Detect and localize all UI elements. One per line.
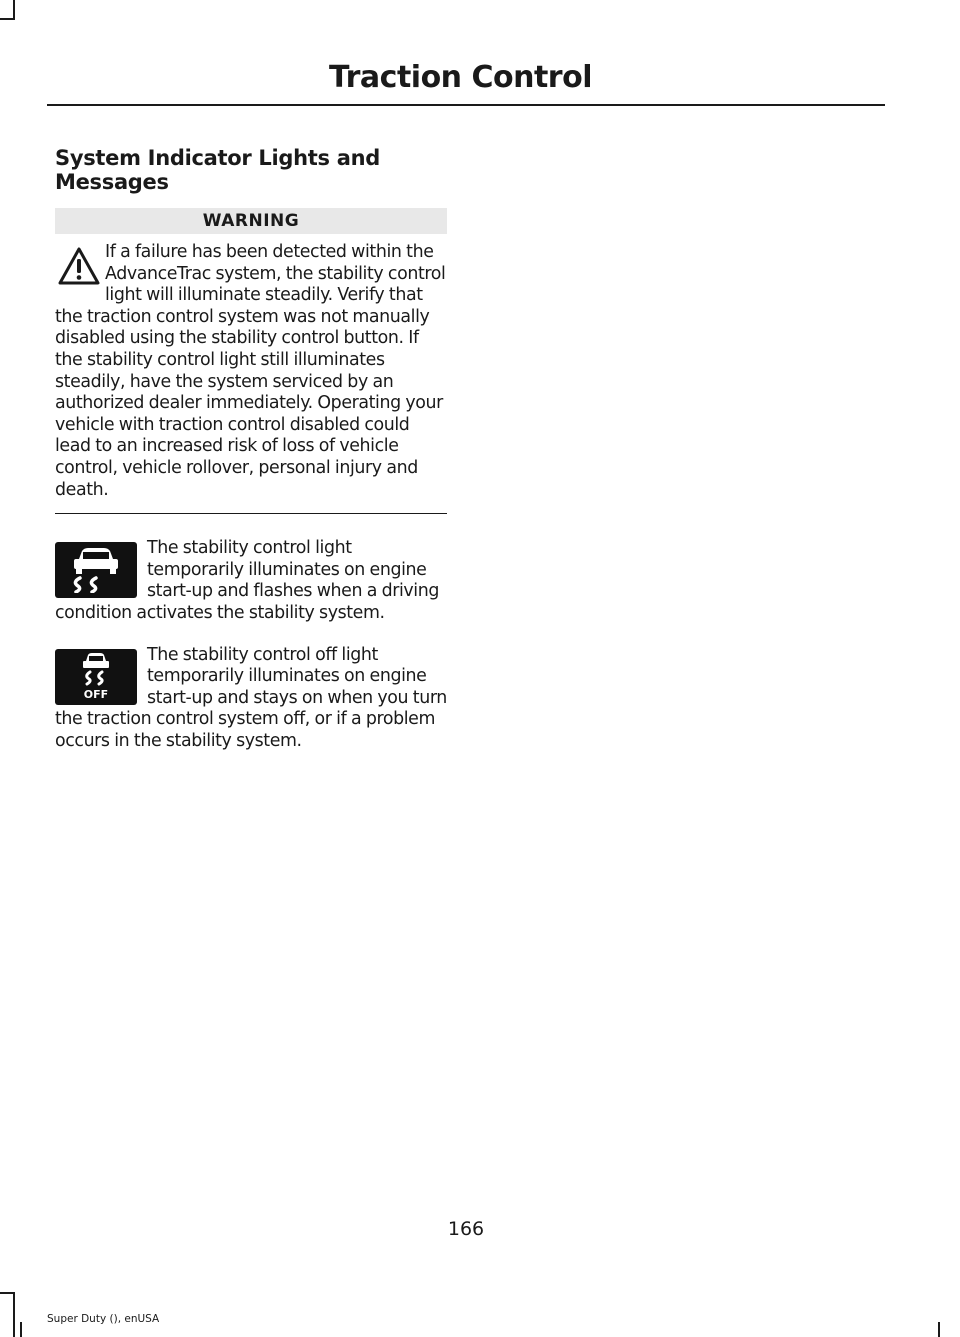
crop-mark-top-left	[13, 0, 15, 20]
main-content	[55, 146, 447, 752]
header-rule	[47, 104, 885, 106]
footer-text: Super Duty (), enUSA	[47, 1313, 160, 1325]
indicator-text: The stability control off light temporarily illuminates on engine start-up and stays on when you turn the traction control system off, or if a problem occurs in the stability system.	[55, 644, 447, 751]
crop-mark-bottom-left	[0, 1292, 15, 1294]
indicator-text: The stability control light temporarily illuminates on engine start-up and flashes when a driving condition activates the stability system.	[55, 538, 439, 623]
warning-triangle-icon	[57, 246, 101, 286]
crop-mark-top-left	[0, 18, 15, 20]
icon-off-text: OFF	[83, 687, 109, 701]
crop-mark-bottom-center	[20, 1322, 22, 1337]
indicator-stability-control	[55, 538, 447, 624]
warning-label: WARNING	[55, 208, 447, 234]
stability-control-light-icon	[55, 542, 137, 598]
page-title: Traction Control	[328, 60, 592, 95]
warning-block	[55, 242, 447, 514]
section-heading: System Indicator Lights and Messages	[55, 146, 380, 194]
page-number: 166	[447, 1218, 485, 1240]
crop-mark-bottom-left	[13, 1292, 15, 1337]
crop-mark-bottom-right	[938, 1322, 940, 1337]
indicator-stability-control-off	[55, 645, 447, 753]
warning-text: If a failure has been detected within the AdvanceTrac system, the stability control light will illuminate steadily. Verify that the traction control system was not manually disabled using the stability control button. If the stability control light still illuminates steadily, have the system serviced by an authorized dealer immediately. Operating your vehicle with traction control disabled could lead to an increased risk of loss of vehicle control, vehicle rollover, personal injury and death.	[55, 242, 446, 500]
stability-control-off-light-icon	[55, 649, 137, 705]
